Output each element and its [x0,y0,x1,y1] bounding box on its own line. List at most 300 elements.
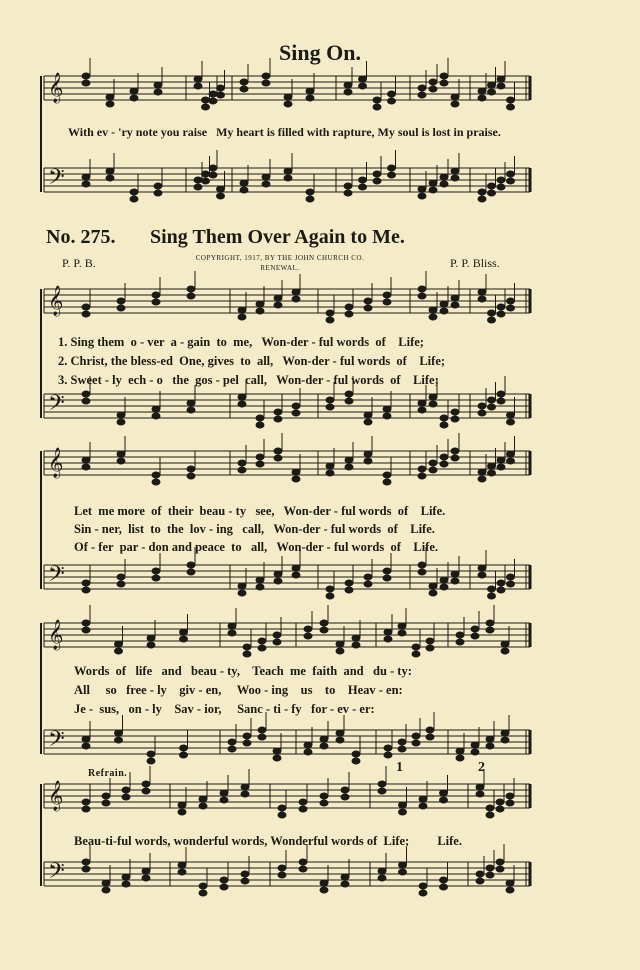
notehead [256,415,264,421]
notehead [209,165,217,171]
notehead [217,193,225,199]
notehead [284,101,292,107]
notehead [228,739,236,745]
notehead [220,790,228,796]
notehead [440,80,448,86]
notehead [82,311,90,317]
notehead [102,793,110,799]
notehead [117,458,125,464]
notehead [82,398,90,404]
notehead [320,736,328,742]
notehead [306,189,314,195]
notehead [178,869,186,875]
svg-text:𝄢: 𝄢 [48,165,65,195]
notehead [476,871,484,877]
notehead [217,92,225,98]
notehead [299,806,307,812]
notehead [220,797,228,803]
notehead [429,583,437,589]
notehead [398,623,406,629]
notehead [273,748,281,754]
notehead [292,572,300,578]
notehead [398,630,406,636]
notehead [440,577,448,583]
notehead [273,755,281,761]
notehead [258,645,266,651]
notehead [142,788,150,794]
notehead [418,407,426,413]
notehead [451,578,459,584]
notehead [326,397,334,403]
notehead [418,85,426,91]
notehead [117,305,125,311]
notehead [147,751,155,757]
notehead [256,308,264,314]
notehead [320,743,328,749]
notehead [306,95,314,101]
notehead [326,404,334,410]
notehead [373,104,381,110]
notehead [284,168,292,174]
svg-text:𝄢: 𝄢 [48,562,65,592]
notehead [306,196,314,202]
system2-verse3: Of - fer par - don and peace to all, Won-der - ful words of Life. [74,540,439,554]
notehead [274,295,282,301]
notehead [209,172,217,178]
notehead [199,883,207,889]
notehead [238,460,246,466]
notehead [373,178,381,184]
notehead [326,586,334,592]
copyright-line-1: COPYRIGHT, 1917, BY THE JOHN CHURCH CO. [195,254,365,262]
notehead [142,868,150,874]
copyright-notice [160,253,400,273]
notehead [243,733,251,739]
notehead [274,571,282,577]
notehead [336,641,344,647]
notehead [496,799,504,805]
notehead [501,641,509,647]
notehead [82,587,90,593]
notehead [488,89,496,95]
notehead [506,793,514,799]
notehead [262,181,270,187]
notehead [456,755,464,761]
notehead [478,469,486,475]
notehead [178,802,186,808]
system2-verse1: Let me more of their beau - ty see, Won-der - ful words of Life. [74,504,446,518]
notehead [273,639,281,645]
notehead [486,812,494,818]
notehead [292,565,300,571]
notehead [102,887,110,893]
notehead [440,454,448,460]
notehead [471,742,479,748]
notehead [478,189,486,195]
notehead [384,629,392,635]
notehead [228,623,236,629]
notehead [187,473,195,479]
notehead [352,635,360,641]
notehead [258,638,266,644]
notehead [440,181,448,187]
notehead [378,788,386,794]
notehead [378,781,386,787]
notehead [240,79,248,85]
notehead [180,745,188,751]
notehead [345,398,353,404]
notehead [274,302,282,308]
notehead [497,177,505,183]
notehead [478,88,486,94]
notehead [488,183,496,189]
notehead [82,866,90,872]
notehead [426,734,434,740]
notehead [399,862,407,868]
notehead [412,740,420,746]
notehead [82,806,90,812]
notehead [243,651,251,657]
notehead [497,184,505,190]
notehead [82,620,90,626]
notehead [320,880,328,886]
notehead [507,458,515,464]
notehead [429,590,437,596]
hymn-title: Sing Them Over Again to Me. [150,226,405,248]
notehead [154,190,162,196]
notehead [488,82,496,88]
notehead [426,727,434,733]
composer-credit: P. P. Bliss. [450,256,500,270]
notehead [130,189,138,195]
notehead [440,797,448,803]
notehead [496,806,504,812]
notehead [344,89,352,95]
notehead [238,307,246,313]
notehead [429,307,437,313]
notehead [352,642,360,648]
notehead [178,809,186,815]
notehead [478,476,486,482]
notehead [292,296,300,302]
notehead [154,89,162,95]
notehead [429,180,437,186]
notehead [497,398,505,404]
svg-text:𝄞: 𝄞 [48,448,64,478]
notehead [187,466,195,472]
notehead [399,869,407,875]
notehead [82,859,90,865]
notehead [429,401,437,407]
notehead [507,581,515,587]
notehead [187,400,195,406]
notehead [306,88,314,94]
notehead [476,791,484,797]
notehead [117,451,125,457]
notehead [496,859,504,865]
notehead [488,317,496,323]
notehead [130,196,138,202]
notehead [364,581,372,587]
notehead [440,174,448,180]
notehead [154,183,162,189]
notehead [497,391,505,397]
notehead [278,865,286,871]
notehead [419,890,427,896]
notehead [359,177,367,183]
notehead [320,800,328,806]
notehead [82,391,90,397]
notehead [284,175,292,181]
notehead [497,587,505,593]
notehead [451,94,459,100]
notehead [278,872,286,878]
svg-text:𝄞: 𝄞 [48,286,64,316]
notehead [326,470,334,476]
notehead [209,98,217,104]
notehead [217,186,225,192]
notehead [152,292,160,298]
notehead [506,887,514,893]
notehead [106,94,114,100]
notehead [429,314,437,320]
notehead [292,410,300,416]
notehead [440,73,448,79]
notehead [152,413,160,419]
notehead [341,794,349,800]
notehead [384,745,392,751]
notehead [187,293,195,299]
notehead [471,749,479,755]
notehead [345,464,353,470]
notehead [345,457,353,463]
notehead [429,86,437,92]
system1-verse3: 3. Sweet - ly ech - o the gos - pel call, Won-der - ful words of Life; [58,373,439,387]
notehead [180,629,188,635]
notehead [412,651,420,657]
notehead [451,168,459,174]
svg-text:𝄢: 𝄢 [48,391,65,421]
notehead [274,409,282,415]
notehead [202,178,210,184]
svg-text:𝄢: 𝄢 [48,727,65,757]
notehead [117,412,125,418]
top-hymn-lyric: With ev - 'ry note you raise My heart is filled with rapture, My soul is lost in praise. [68,125,501,139]
notehead [344,82,352,88]
refrain-lyric: Beau-ti-ful words, wonderful words, Wonderful words of Life; Life. [74,834,462,848]
notehead [488,397,496,403]
notehead [383,568,391,574]
notehead [488,586,496,592]
notehead [496,866,504,872]
notehead [419,803,427,809]
notehead [220,884,228,890]
notehead [299,866,307,872]
notehead [130,88,138,94]
notehead [364,574,372,580]
notehead [456,639,464,645]
notehead [507,451,515,457]
notehead [440,584,448,590]
svg-text:𝄞: 𝄞 [48,781,64,811]
notehead [507,412,515,418]
top-hymn-title: Sing On. [279,40,361,65]
notehead [440,884,448,890]
notehead [440,308,448,314]
notehead [142,875,150,881]
notehead [82,799,90,805]
notehead [486,805,494,811]
notehead [440,301,448,307]
notehead [418,466,426,472]
notehead [451,101,459,107]
notehead [82,304,90,310]
notehead [82,743,90,749]
notehead [497,76,505,82]
notehead [238,314,246,320]
notehead [383,479,391,485]
notehead [429,79,437,85]
notehead [388,165,396,171]
lyricist-credit: P. P. B. [62,256,96,270]
notehead [399,809,407,815]
notehead [240,187,248,193]
notehead [398,746,406,752]
notehead [378,875,386,881]
notehead [320,793,328,799]
notehead [451,571,459,577]
notehead [426,638,434,644]
notehead [122,787,130,793]
notehead [345,587,353,593]
notehead [345,311,353,317]
notehead [209,91,217,97]
notehead [418,286,426,292]
notehead [486,736,494,742]
notehead [336,730,344,736]
notehead [122,881,130,887]
notehead [383,406,391,412]
notehead [364,305,372,311]
notehead [326,310,334,316]
system1-verse2: 2. Christ, the bless-ed One, gives to all, Won-der - ful words of Life; [58,354,446,368]
notehead [478,572,486,578]
notehead [115,648,123,654]
notehead [451,295,459,301]
notehead [202,171,210,177]
system1-verse1: 1. Sing them o - ver a - gain to me, Won-der - ful words of Life; [58,335,424,349]
notehead [418,473,426,479]
notehead [497,464,505,470]
svg-text:𝄞: 𝄞 [48,73,64,103]
notehead [486,865,494,871]
notehead [488,463,496,469]
notehead [345,580,353,586]
notehead [384,636,392,642]
notehead [352,758,360,764]
notehead [341,881,349,887]
notehead [478,296,486,302]
notehead [384,752,392,758]
notehead [418,400,426,406]
notehead [187,569,195,575]
notehead [199,890,207,896]
notehead [429,467,437,473]
notehead [440,422,448,428]
notehead [478,403,486,409]
notehead [202,104,210,110]
notehead [147,758,155,764]
notehead [451,455,459,461]
notehead [476,784,484,790]
notehead [373,97,381,103]
notehead [106,101,114,107]
notehead [364,451,372,457]
notehead [478,289,486,295]
notehead [429,394,437,400]
notehead [238,590,246,596]
notehead [152,575,160,581]
notehead [202,97,210,103]
notehead [478,565,486,571]
notehead [419,883,427,889]
notehead [258,727,266,733]
notehead [364,458,372,464]
notehead [82,736,90,742]
notehead [507,178,515,184]
notehead [274,448,282,454]
notehead [304,742,312,748]
notehead [262,73,270,79]
notehead [440,415,448,421]
system3-verse2: All so free - ly giv - en, Woo - ing us to Heav - en: [74,683,403,697]
notehead [383,413,391,419]
notehead [418,562,426,568]
notehead [418,92,426,98]
notehead [419,796,427,802]
notehead [373,171,381,177]
hymn-number: No. 275. [46,226,116,248]
first-ending-number: 1 [396,760,403,775]
notehead [456,632,464,638]
notehead [241,871,249,877]
notehead [486,743,494,749]
notehead [240,86,248,92]
notehead [440,877,448,883]
notehead [194,177,202,183]
notehead [364,412,372,418]
notehead [486,627,494,633]
notehead [256,422,264,428]
notehead [284,94,292,100]
notehead [82,73,90,79]
notehead [117,298,125,304]
notehead [383,472,391,478]
notehead [256,454,264,460]
notehead [326,317,334,323]
notehead [359,83,367,89]
notehead [115,730,123,736]
notehead [429,187,437,193]
notehead [82,174,90,180]
notehead [292,476,300,482]
notehead [486,872,494,878]
notehead [488,470,496,476]
notehead [292,403,300,409]
notehead [383,575,391,581]
notehead [243,644,251,650]
notehead [426,645,434,651]
